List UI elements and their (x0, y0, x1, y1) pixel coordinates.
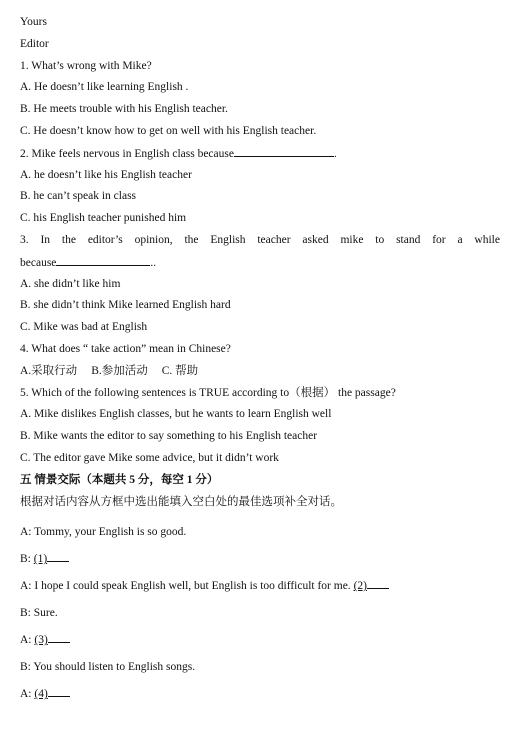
question-3-because: because (20, 256, 57, 269)
dialog-line-6: B: You should listen to English songs. (20, 661, 196, 674)
dialog-line-4: B: Sure. (20, 607, 58, 620)
dialog-speaker: A: (20, 688, 35, 701)
dialog-line-3 (20, 573, 500, 600)
question-4-option-b: B.参加活动 (91, 364, 148, 377)
answer-blank (48, 683, 70, 697)
answer-blank (367, 575, 389, 589)
dialog-blank-1: (1) (33, 553, 48, 566)
question-2-stem (20, 143, 500, 165)
question-4-options (20, 361, 500, 383)
question-1-option-a: A. He doesn’t like learning English . (20, 81, 189, 94)
dialog-line-3-text: A: I hope I could speak English well, but English is too difficult for me. (20, 580, 354, 593)
dialog-blank-4: (4) (34, 688, 48, 701)
question-1-option-b: B. He meets trouble with his English teacher. (20, 103, 228, 116)
question-2-option-b: B. he can’t speak in class (20, 190, 137, 203)
dialog-speaker: A: (20, 634, 35, 647)
answer-blank (47, 548, 69, 562)
question-4-stem: 4. What does “ take action” mean in Chinese? (20, 342, 231, 355)
question-1-option-c: C. He doesn’t know how to get on well with his English teacher. (20, 124, 317, 137)
question-2-stem-text: 2. Mike feels nervous in English class because (20, 147, 234, 160)
question-5-option-c: C. The editor gave Mike some advice, but it didn’t work (20, 451, 279, 464)
question-2-option-a: A. he doesn’t like his English teacher (20, 168, 192, 181)
section-title: 五 情景交际（本题共 5 分，每空 1 分） (20, 473, 219, 486)
dialog-line-5 (20, 627, 500, 654)
question-1-stem: 1. What’s wrong with Mike? (20, 59, 152, 72)
question-2-stem-end: . (333, 147, 337, 160)
dialog-line-2 (20, 546, 500, 573)
document-page (20, 12, 500, 708)
question-5-option-a: A. Mike dislikes English classes, but he wants to learn English well (20, 408, 332, 421)
dialog-line-7 (20, 681, 500, 708)
question-2-option-c: C. his English teacher punished him (20, 212, 187, 225)
question-4-option-c: C. 帮助 (161, 364, 199, 377)
question-3-stem-end: .. (150, 256, 157, 269)
question-3-stem-line2 (20, 252, 500, 274)
answer-blank (48, 629, 70, 643)
question-5-stem: 5. Which of the following sentences is TRUE according to（根据） the passage? (20, 386, 396, 399)
section-instruction: 根据对话内容从方框中选出能填入空白处的最佳选项补全对话。 (20, 495, 342, 508)
answer-blank (234, 143, 334, 157)
dialog-line-1: A: Tommy, your English is so good. (20, 526, 187, 539)
dialog-blank-2: (2) (353, 580, 367, 593)
answer-blank (56, 252, 150, 266)
question-3-option-a: A. she didn’t like him (20, 277, 121, 290)
question-3-option-b: B. she didn’t think Mike learned English hard (20, 299, 231, 312)
question-5-option-b: B. Mike wants the editor to say something to his English teacher (20, 430, 318, 443)
question-4-option-a: A.采取行动 (20, 364, 78, 377)
dialog-blank-3: (3) (34, 634, 48, 647)
dialog-speaker: B: (20, 553, 34, 566)
question-3-stem-line1: 3. In the editor’s opinion, the English teacher asked mike to stand for a while (20, 233, 500, 246)
letter-signer: Editor (20, 37, 49, 50)
letter-closing: Yours (20, 16, 47, 28)
question-3-option-c: C. Mike was bad at English (20, 321, 148, 334)
